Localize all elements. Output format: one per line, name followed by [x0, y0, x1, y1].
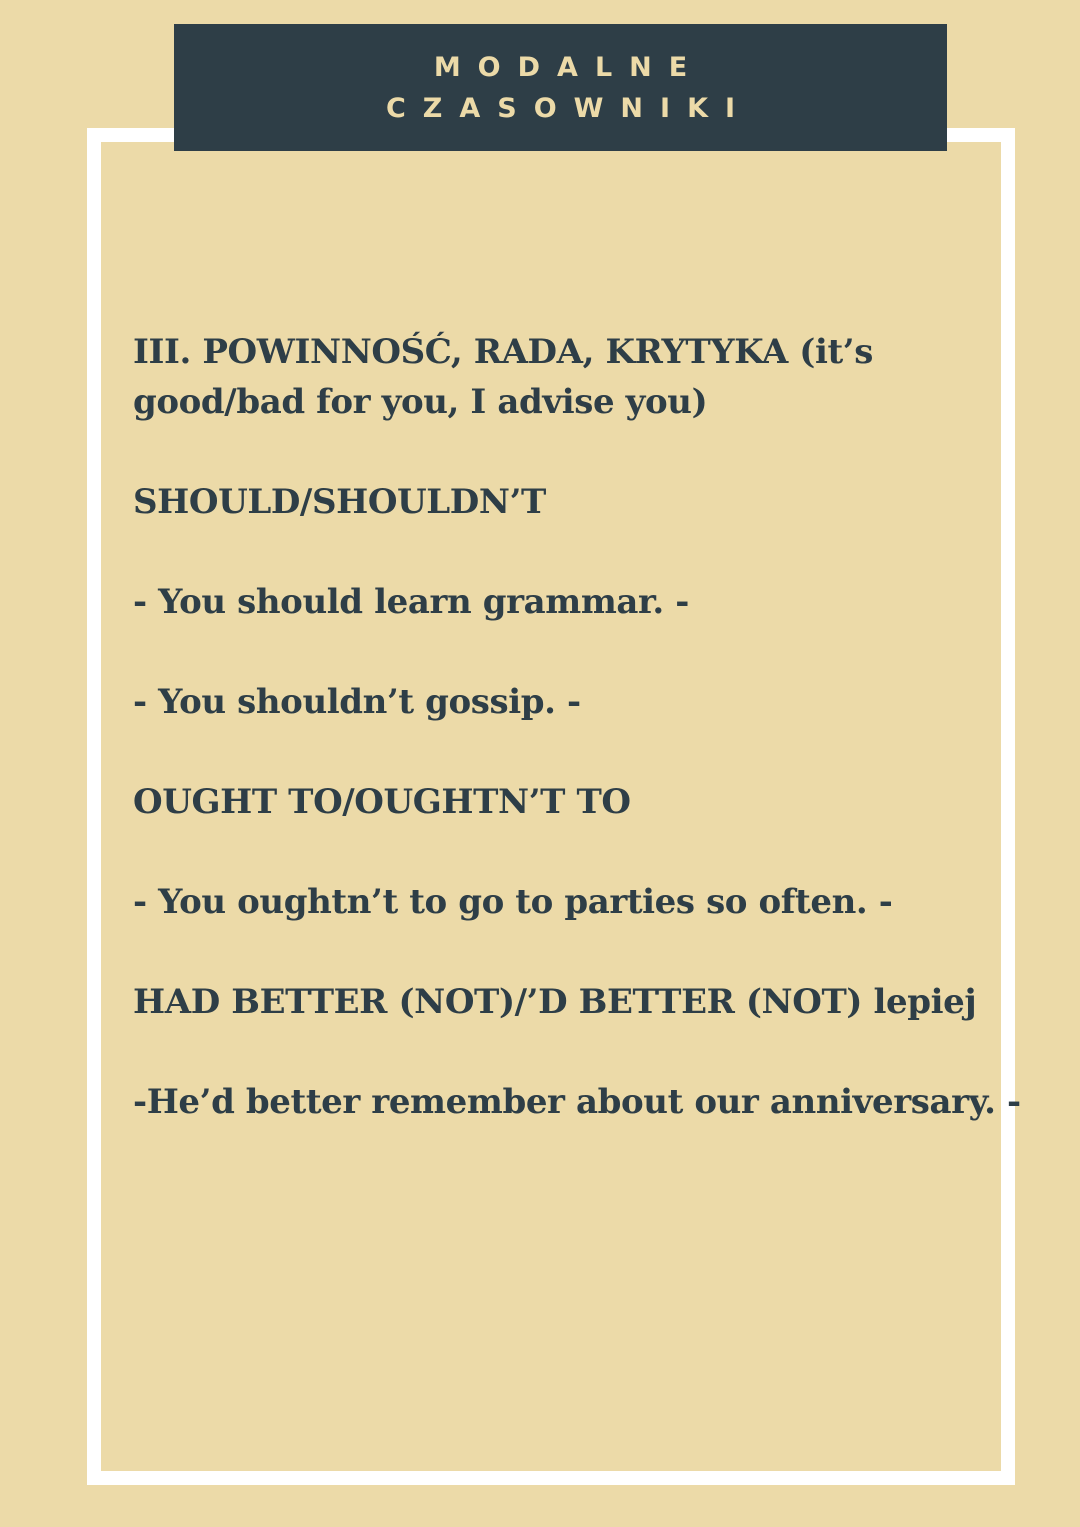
had-better-example-1: -He’d better remember about our anniversary. -	[133, 1082, 1021, 1122]
title-line-2: CZASOWNIKI	[385, 92, 753, 124]
title-banner	[174, 24, 947, 151]
title-line-1: MODALNE	[433, 51, 705, 83]
ought-heading: OUGHT TO/OUGHTN’T TO	[133, 782, 631, 822]
should-example-1: - You should learn grammar. -	[133, 582, 690, 622]
section-heading-line-2: good/bad for you, I advise you)	[133, 382, 708, 422]
section-heading-line-1: III. POWINNOŚĆ, RADA, KRYTYKA (it’s	[133, 332, 873, 372]
ought-example-1: - You oughtn’t to go to parties so often. -	[133, 882, 893, 922]
had-better-heading: HAD BETTER (NOT)/’D BETTER (NOT) lepiej	[133, 982, 977, 1022]
should-heading: SHOULD/SHOULDN’T	[133, 482, 546, 522]
should-example-2: - You shouldn’t gossip. -	[133, 682, 581, 722]
